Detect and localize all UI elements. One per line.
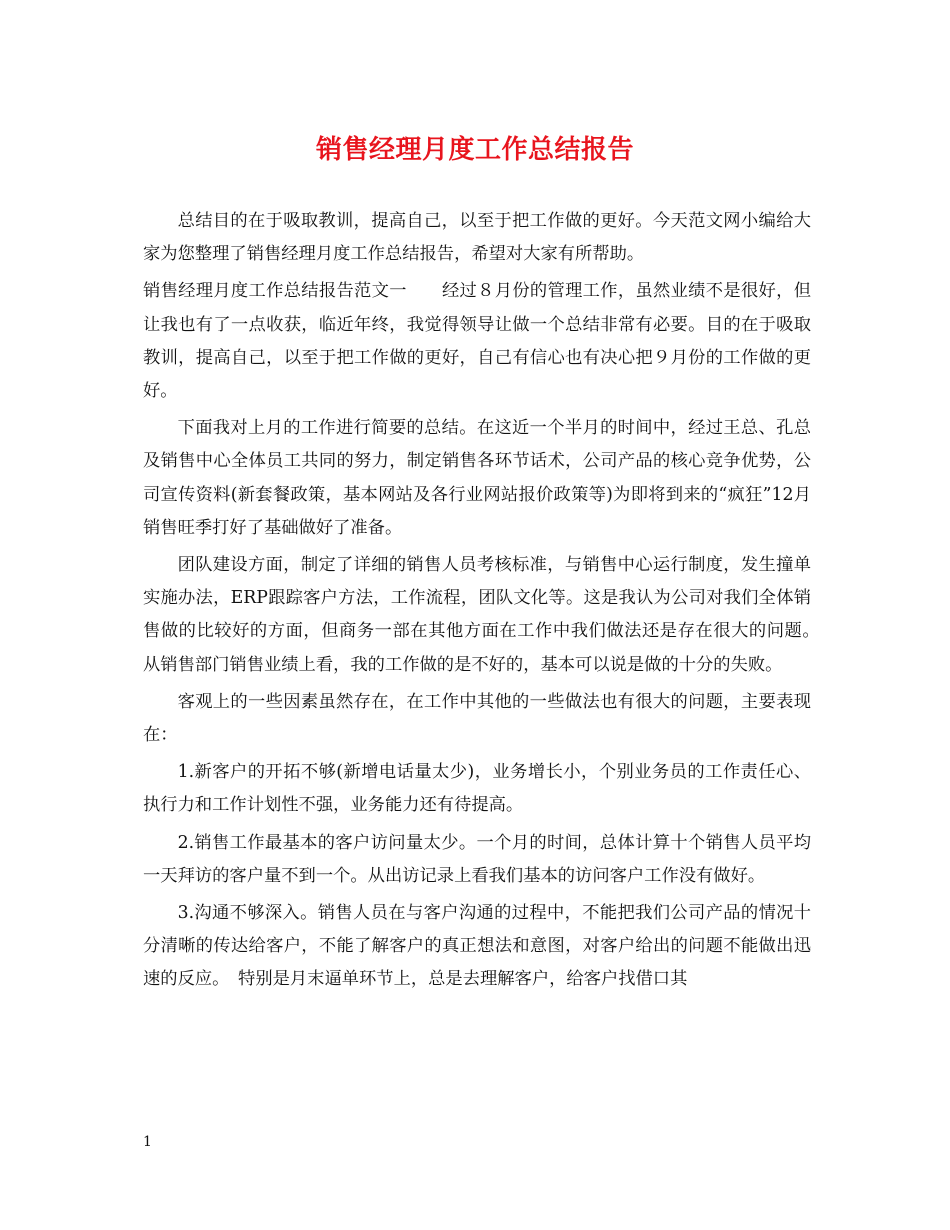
document-body	[143, 205, 829, 1001]
paragraph-summary: 下面我对上月的工作进行简要的总结。在这近一个半月的时间中，经过王总、孔总及销售中心全体员工共同的努力，制定销售各环节话术，公司产品的核心竞争优势，公司宣传资料(新套餐政策，基本网站及各行业网站报价政策等)为即将到来的“疯狂”12月销售旺季打好了基础做好了准备。	[143, 418, 811, 538]
paragraph-item-1: 1.新客户的开拓不够(新增电话量太少)，业务增长小，个别业务员的工作责任心、执行力和工作计划性不强，业务能力还有待提高。	[143, 762, 811, 816]
paragraph-intro: 总结目的在于吸取教训，提高自己，以至于把工作做的更好。今天范文网小编给大家为您整理了销售经理月度工作总结报告，希望对大家有所帮助。	[143, 211, 811, 265]
page-number: 1	[143, 1134, 152, 1150]
paragraph-sample-one: 销售经理月度工作总结报告范文一 经过８月份的管理工作，虽然业绩不是很好，但让我也有了一点收获，临近年终，我觉得领导让做一个总结非常有必要。目的在于吸取教训，提高自己，以至于把工作做的更好，自己有信心也有决心把９月份的工作做的更好。	[143, 281, 811, 402]
paragraph-item-2: 2.销售工作最基本的客户访问量太少。一个月的时间，总体计算十个销售人员平均一天拜访的客户量不到一个。从出访记录上看我们基本的访问客户工作没有做好。	[143, 832, 811, 886]
paragraph-problems-intro: 客观上的一些因素虽然存在，在工作中其他的一些做法也有很大的问题，主要表现在：	[143, 691, 811, 746]
paragraph-item-3: 3.沟通不够深入。销售人员在与客户沟通的过程中，不能把我们公司产品的情况十分清晰的传达给客户，不能了解客户的真正想法和意图，对客户给出的问题不能做出迅速的反应。 特别是月末逼单环节上，总是去理解客户，给客户找借口其	[143, 903, 811, 990]
paragraph-team-building: 团队建设方面，制定了详细的销售人员考核标准，与销售中心运行制度，发生撞单实施办法，ERP跟踪客户方法，工作流程，团队文化等。这是我认为公司对我们全体销售做的比较好的方面，但商务一部在其他方面在工作中我们做法还是存在很大的问题。 从销售部门销售业绩上看，我的工作做的是不好的，基本可以说是做的十分的失败。	[143, 555, 829, 675]
document-title: 销售经理月度工作总结报告	[315, 135, 634, 165]
